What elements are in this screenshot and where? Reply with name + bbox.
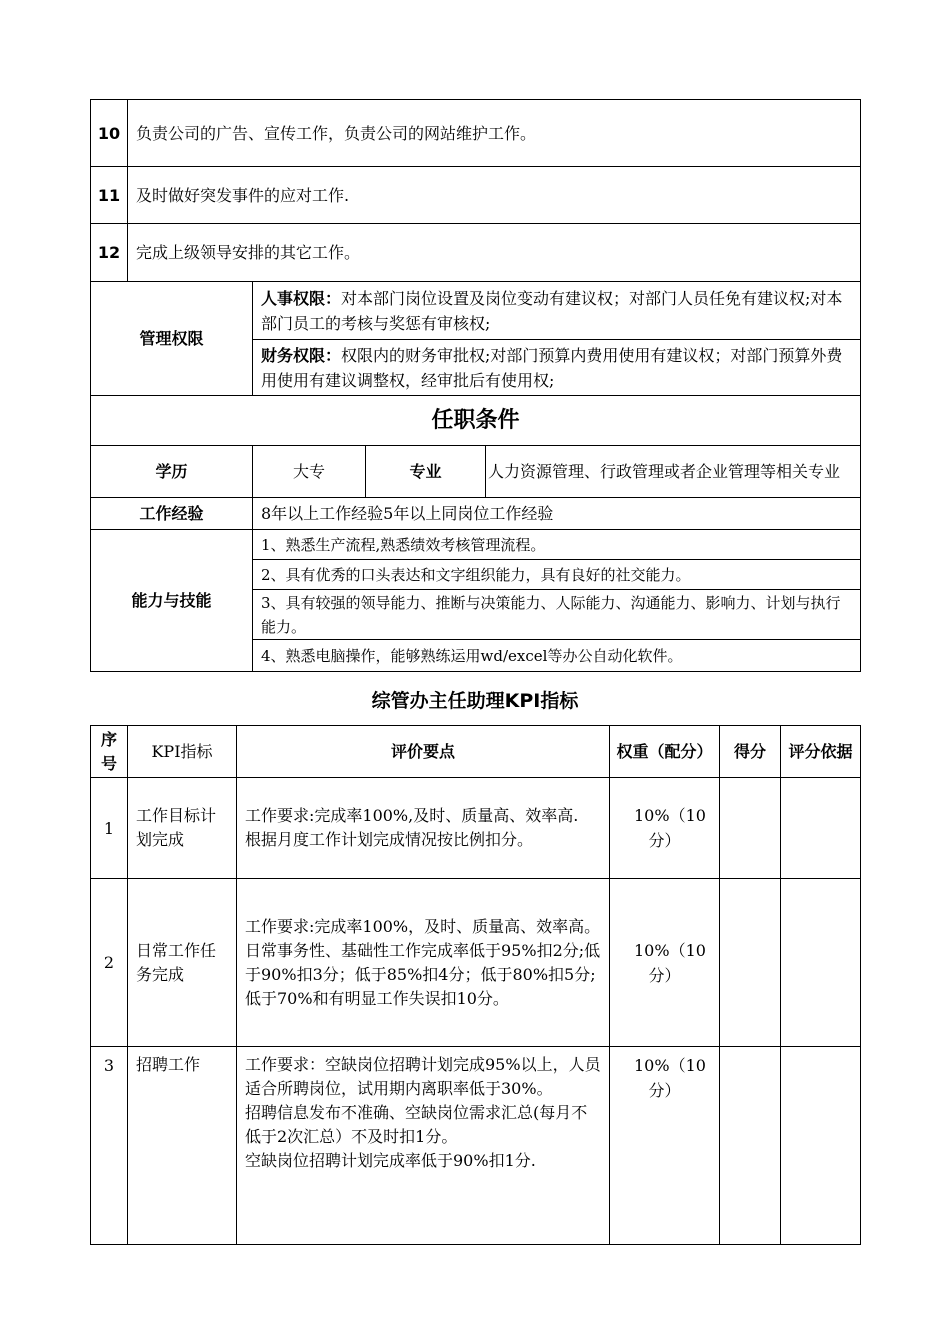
finance-authority xyxy=(253,340,861,396)
kpi-point: 日常事务性、基础性工作完成率低于95%扣2分;低于90%扣3分；低于85%扣4分；低于80%扣5分;低于70%和有明显工作失误扣10分。 xyxy=(245,940,601,1008)
kpi-point: 工作要求：空缺岗位招聘计划完成95%以上，人员适合所聘岗位，试用期内离职率低于30%。 xyxy=(245,1055,601,1098)
kpi-no: 2 xyxy=(91,879,128,1047)
skill-item: 1、熟悉生产流程,熟悉绩效考核管理流程。 xyxy=(253,530,861,560)
duty-text: 完成上级领导安排的其它工作。 xyxy=(128,224,861,282)
education-label: 学历 xyxy=(91,446,253,498)
kpi-point: 工作要求:完成率100%，及时、质量高、效率高。 xyxy=(245,916,601,936)
kpi-score xyxy=(720,1047,781,1245)
kpi-basis xyxy=(781,778,861,879)
kpi-score xyxy=(720,778,781,879)
header-score: 得分 xyxy=(720,726,781,778)
kpi-no: 1 xyxy=(91,778,128,879)
education-value: 大专 xyxy=(253,446,366,498)
duty-row xyxy=(91,167,861,224)
header-points: 评价要点 xyxy=(237,726,610,778)
kpi-point: 空缺岗位招聘计划完成率低于90%扣1分. xyxy=(245,1151,536,1170)
header-no: 序号 xyxy=(91,726,128,778)
duty-number: 12 xyxy=(91,224,128,282)
authority-hr-row xyxy=(91,282,861,340)
major-label: 专业 xyxy=(366,446,486,498)
skill-item: 3、具有较强的领导能力、推断与决策能力、人际能力、沟通能力、影响力、计划与执行能力。 xyxy=(253,590,861,640)
job-description-table xyxy=(90,99,861,672)
skills-label: 能力与技能 xyxy=(91,530,253,672)
kpi-row xyxy=(91,879,861,1047)
experience-row xyxy=(91,498,861,530)
kpi-name: 日常工作任务完成 xyxy=(128,879,237,1047)
header-kpi-name: KPI指标 xyxy=(128,726,237,778)
duty-number: 10 xyxy=(91,100,128,167)
kpi-weight: 10%（10分） xyxy=(610,879,720,1047)
kpi-points xyxy=(237,1047,610,1245)
kpi-point: 招聘信息发布不准确、空缺岗位需求汇总(每月不低于2次汇总）不及时扣1分。 xyxy=(245,1103,588,1146)
kpi-weight: 10%（10分） xyxy=(610,778,720,879)
header-basis: 评分依据 xyxy=(781,726,861,778)
skill-item: 2、具有优秀的口头表达和文字组织能力，具有良好的社交能力。 xyxy=(253,560,861,590)
kpi-basis xyxy=(781,1047,861,1245)
finance-authority-label: 财务权限： xyxy=(261,345,342,365)
duty-text: 及时做好突发事件的应对工作. xyxy=(128,167,861,224)
kpi-points xyxy=(237,778,610,879)
hr-authority xyxy=(253,282,861,340)
major-value: 人力资源管理、行政管理或者企业管理等相关专业 xyxy=(486,446,861,498)
authority-label: 管理权限 xyxy=(91,282,253,396)
finance-authority-text: 权限内的财务审批权;对部门预算内费用使用有建议权；对部门预算外费用使用有建议调整权，经审批后有使用权; xyxy=(261,345,843,390)
kpi-points xyxy=(237,879,610,1047)
skill-item: 4、熟悉电脑操作，能够熟练运用wd/excel等办公自动化软件。 xyxy=(253,640,861,672)
kpi-basis xyxy=(781,879,861,1047)
skill-row xyxy=(91,530,861,560)
hr-authority-label: 人事权限： xyxy=(261,288,342,308)
kpi-name: 招聘工作 xyxy=(128,1047,237,1245)
kpi-table xyxy=(90,725,861,1245)
kpi-point: 工作要求:完成率100%,及时、质量高、效率高. xyxy=(245,806,579,825)
duty-row xyxy=(91,224,861,282)
kpi-point: 根据月度工作计划完成情况按比例扣分。 xyxy=(245,830,534,849)
experience-value: 8年以上工作经验5年以上同岗位工作经验 xyxy=(253,498,861,530)
kpi-title: 综管办主任助理KPI指标 xyxy=(371,690,579,712)
kpi-row xyxy=(91,1047,861,1245)
kpi-header-row xyxy=(91,726,861,778)
kpi-weight: 10%（10分） xyxy=(610,1047,720,1245)
qualifications-title-row xyxy=(91,396,861,446)
kpi-score xyxy=(720,879,781,1047)
header-weight: 权重（配分） xyxy=(610,726,720,778)
education-row xyxy=(91,446,861,498)
kpi-no: 3 xyxy=(91,1047,128,1245)
duty-text: 负责公司的广告、宣传工作，负责公司的网站维护工作。 xyxy=(128,100,861,167)
duty-number: 11 xyxy=(91,167,128,224)
duty-row xyxy=(91,100,861,167)
kpi-row xyxy=(91,778,861,879)
kpi-name: 工作目标计划完成 xyxy=(128,778,237,879)
experience-label: 工作经验 xyxy=(91,498,253,530)
qualifications-title: 任职条件 xyxy=(91,396,861,446)
hr-authority-text: 对本部门岗位设置及岗位变动有建议权；对部门人员任免有建议权;对本部门员工的考核与奖惩有审核权; xyxy=(261,288,843,333)
